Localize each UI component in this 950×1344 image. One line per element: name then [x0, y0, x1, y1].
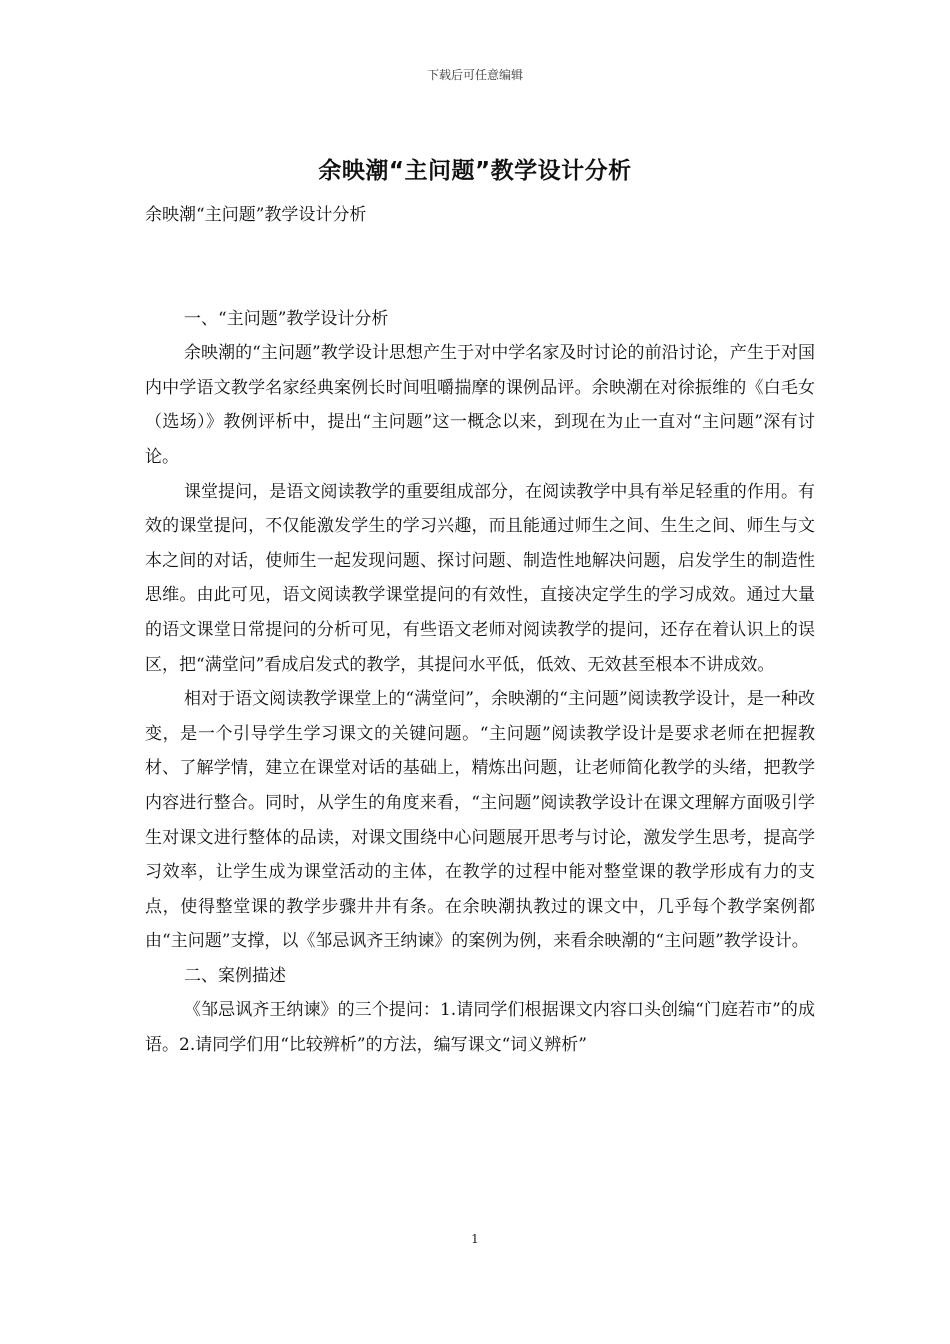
paragraph-4: 《邹忌讽齐王纳谏》的三个提问：1.请同学们根据课文内容口头创编“门庭若市”的成语。2.请同学们用“比较辨析”的方法，编写课文“词义辨析”	[145, 1000, 815, 1056]
page-header: 下载后可任意编辑	[426, 68, 523, 82]
document-title: 余映潮“主问题”教学设计分析	[318, 158, 632, 184]
page-number: 1	[471, 1232, 479, 1246]
section-heading-1: 一、“主问题”教学设计分析	[184, 308, 389, 329]
document-subtitle: 余映潮“主问题”教学设计分析	[145, 205, 367, 225]
document-body	[145, 198, 815, 1063]
paragraph-2: 课堂提问，是语文阅读教学的重要组成部分，在阅读教学中具有举足轻重的作用。有效的课堂提问，不仅能激发学生的学习兴趣，而且能通过师生之间、生生之间、师生与文本之间的对话，使师生一起发现问题、探讨问题、制造性地解决问题，启发学生的制造性思维。由此可见，语文阅读教学课堂提问的有效性，直接决定学生的学习成效。通过大量的语文课堂日常提问的分析可见，有些语文老师对阅读教学的提问，还存在着认识上的误区，把“满堂问”看成启发式的教学，其提问水平低，低效、无效甚至根本不讲成效。	[145, 481, 815, 675]
paragraph-3: 相对于语文阅读教学课堂上的“满堂问”，余映潮的“主问题”阅读教学设计，是一种改变，是一个引导学生学习课文的关键问题。“主问题”阅读教学设计是要求老师在把握教材、了解学情，建立在课堂对话的基础上，精炼出问题，让老师简化教学的头绪，把教学内容进行整合。同时，从学生的角度来看，“主问题”阅读教学设计在课文理解方面吸引学生对课文进行整体的品读，对课文围绕中心问题展开思考与讨论，激发学生思考，提高学习效率，让学生成为课堂活动的主体，在教学的过程中能对整堂课的教学形成有力的支点，使得整堂课的教学步骤井井有条。在余映潮执教过的课文中，几乎每个教学案例都由“主问题”支撑，以《邹忌讽齐王纳谏》的案例为例，来看余映潮的“主问题”教学设计。	[145, 689, 815, 952]
spacer	[145, 233, 815, 302]
paragraph-1: 余映潮的“主问题”教学设计思想产生于对中学名家及时讨论的前沿讨论，产生于对国内中学语文教学名家经典案例长时间咀嚼揣摩的课例品评。余映潮在对徐振维的《白毛女（选场）》教例评析中，提出“主问题”这一概念以来，到现在为止一直对“主问题”深有讨论。	[145, 343, 815, 467]
section-heading-2: 二、案例描述	[184, 965, 286, 986]
